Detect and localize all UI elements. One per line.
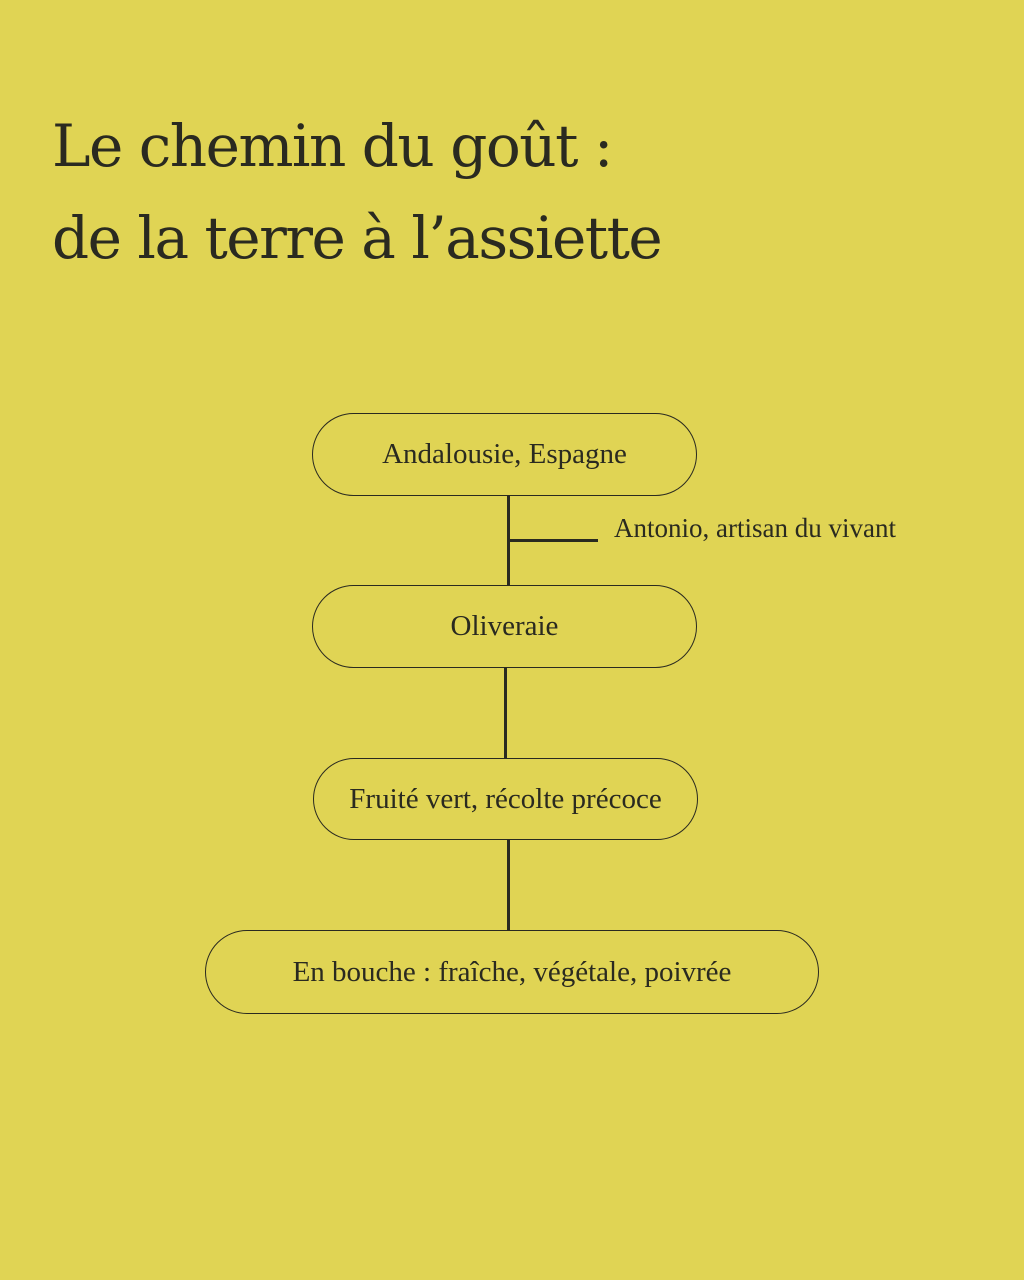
side-label-artisan: Antonio, artisan du vivant: [614, 513, 896, 543]
connector-side-branch: [508, 539, 598, 542]
node-taste: [205, 930, 819, 1014]
node-origin: [312, 413, 697, 496]
connector-grove-profile: [504, 668, 507, 758]
node-grove: [312, 585, 697, 668]
node-origin-label: Andalousie, Espagne: [382, 438, 627, 470]
node-grove-label: Oliveraie: [450, 610, 559, 642]
node-profile: [313, 758, 698, 840]
title-line-2: de la terre à l’assiette: [52, 204, 662, 272]
node-taste-label: En bouche : fraîche, végétale, poivrée: [292, 955, 732, 988]
title-line-1: Le chemin du goût :: [52, 112, 612, 180]
node-profile-label: Fruité vert, récolte précoce: [349, 782, 662, 815]
connector-profile-taste: [507, 840, 510, 930]
page-title: [52, 100, 661, 284]
